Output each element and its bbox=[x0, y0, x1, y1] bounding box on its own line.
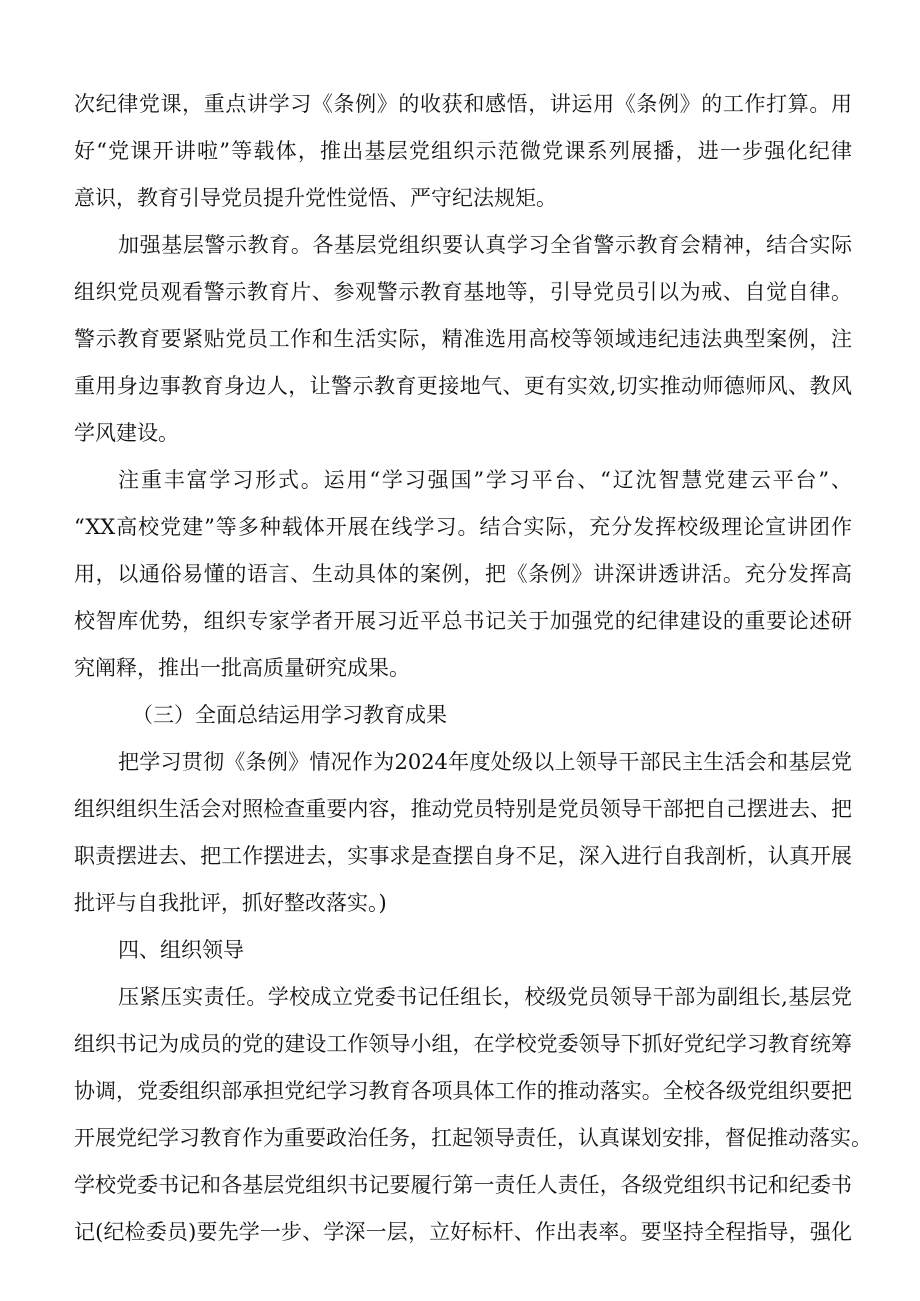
paragraph-heading-line: 压紧压实责任。学校成立党委书记任组长，校级党员领导干部为副组长,基层党 bbox=[118, 985, 852, 1009]
text-line: 组织书记为成员的党的建设工作领导小组，在学校党委领导下抓好党纪学习教育统筹 bbox=[74, 1032, 852, 1056]
text-line: 职责摆进去、把工作摆进去，实事求是查摆自身不足，深入进行自我剖析，认真开展 bbox=[74, 844, 852, 868]
text-line: 学风建设。 bbox=[74, 421, 179, 445]
text-line: 批评与自我批评，抓好整改落实。) bbox=[74, 891, 387, 915]
text-line: 学校党委书记和各基层党组织书记要履行第一责任人责任，各级党组织书记和纪委书 bbox=[74, 1173, 852, 1197]
text-line: 开展党纪学习教育作为重要政治任务，扛起领导责任，认真谋划安排，督促推动落实。 bbox=[74, 1126, 872, 1150]
text-line: 协调，党委组织部承担党纪学习教育各项具体工作的推动落实。全校各级党组织要把 bbox=[74, 1079, 852, 1103]
section-heading: （三）全面总结运用学习教育成果 bbox=[132, 703, 447, 727]
text-line: 校智库优势，组织专家学者开展习近平总书记关于加强党的纪律建设的重要论述研 bbox=[74, 609, 852, 633]
text-line: “XX高校党建”等多种载体开展在线学习。结合实际，充分发挥校级理论宣讲团作 bbox=[74, 515, 852, 539]
paragraph-heading-line: 加强基层警示教育。各基层党组织要认真学习全省警示教育会精神，结合实际 bbox=[118, 233, 852, 257]
text-line: 记(纪检委员)要先学一步、学深一层，立好标杆、作出表率。要坚持全程指导，强化 bbox=[74, 1220, 852, 1244]
text-line: 究阐释，推出一批高质量研究成果。 bbox=[74, 656, 410, 680]
section-heading: 四、组织领导 bbox=[118, 938, 244, 962]
text-line: 把学习贯彻《条例》情况作为2024年度处级以上领导干部民主生活会和基层党 bbox=[118, 750, 852, 774]
text-line: 次纪律党课，重点讲学习《条例》的收获和感悟，讲运用《条例》的工作打算。用 bbox=[74, 92, 852, 116]
text-line: 用，以通俗易懂的语言、生动具体的案例，把《条例》讲深讲透讲活。充分发挥高 bbox=[74, 562, 852, 586]
paragraph-heading-line: 注重丰富学习形式。运用“学习强国”学习平台、“辽沈智慧党建云平台”、 bbox=[118, 468, 852, 492]
text-line: 警示教育要紧贴党员工作和生活实际，精准选用高校等领域违纪违法典型案例，注 bbox=[74, 327, 852, 351]
text-line: 重用身边事教育身边人，让警示教育更接地气、更有实效,切实推动师德师风、教风 bbox=[74, 374, 852, 398]
text-line: 意识，教育引导党员提升党性觉悟、严守纪法规矩。 bbox=[74, 186, 557, 210]
text-line: 组织组织生活会对照检查重要内容，推动党员特别是党员领导干部把自己摆进去、把 bbox=[74, 797, 852, 821]
text-line: 组织党员观看警示教育片、参观警示教育基地等，引导党员引以为戒、自觉自律。 bbox=[74, 280, 852, 304]
text-line: 好“党课开讲啦”等载体，推出基层党组织示范微党课系列展播，进一步强化纪律 bbox=[74, 139, 852, 163]
